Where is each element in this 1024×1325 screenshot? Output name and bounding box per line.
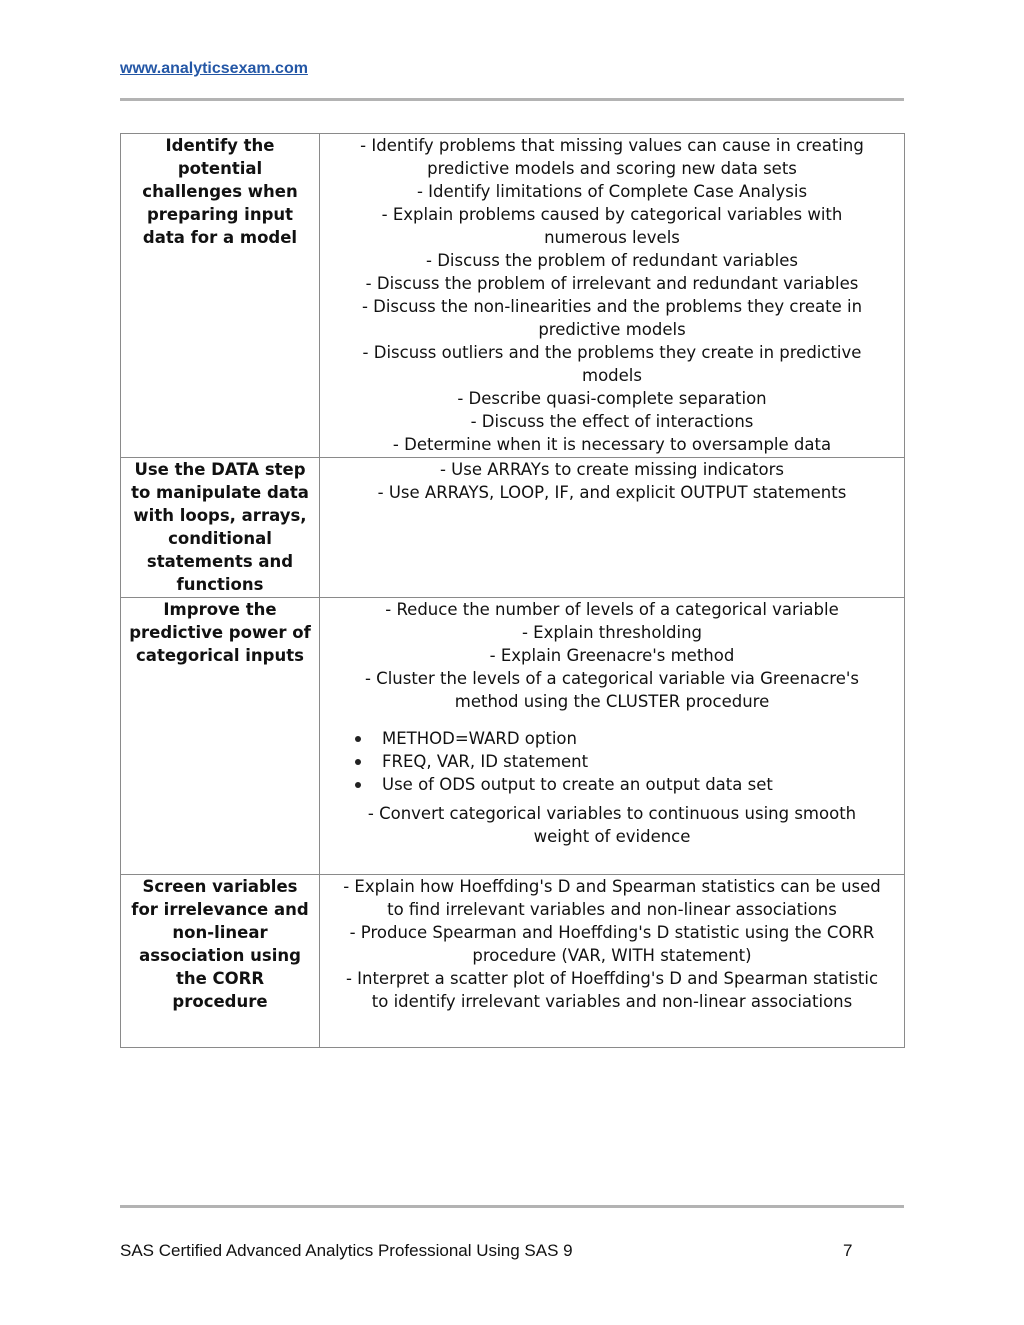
topic-cell xyxy=(121,875,320,1048)
topic-line: the CORR xyxy=(175,969,265,988)
bullet-item: FREQ, VAR, ID statement xyxy=(352,750,902,773)
topic-line: non-linear xyxy=(172,923,268,942)
topic-line: with loops, arrays, xyxy=(133,506,307,525)
topic-cell xyxy=(121,458,320,598)
page-number: 7 xyxy=(843,1241,853,1260)
detail-cell xyxy=(320,598,905,875)
topic-line: association using xyxy=(139,946,301,965)
detail-line: - Explain thresholding xyxy=(521,623,703,642)
detail-line: weight of evidence xyxy=(533,827,691,846)
topic-line: for irrelevance and xyxy=(131,900,309,919)
topic-line: Identify the xyxy=(165,136,275,155)
detail-line: predictive models xyxy=(538,320,686,339)
header-divider xyxy=(120,98,904,101)
detail-line: to find irrelevant variables and non-linear associations xyxy=(387,900,837,919)
topic-line: statements and xyxy=(146,552,294,571)
topic-cell xyxy=(121,598,320,875)
footer-document-title: SAS Certified Advanced Analytics Professional Using SAS 9 xyxy=(120,1241,573,1260)
bullet-list xyxy=(322,727,902,796)
detail-line: - Discuss the non-linearities and the problems they create in xyxy=(361,297,863,316)
table-row xyxy=(121,458,905,598)
detail-line: - Identify limitations of Complete Case Analysis xyxy=(416,182,808,201)
detail-line: predictive models and scoring new data sets xyxy=(427,159,797,178)
header-website-link[interactable]: www.analyticsexam.com xyxy=(120,60,308,77)
footer-divider xyxy=(120,1205,904,1208)
topic-line: conditional xyxy=(168,529,272,548)
topic-line: Use the DATA step xyxy=(134,460,306,479)
topic-line: challenges when xyxy=(142,182,298,201)
topic-line: predictive power of xyxy=(129,623,311,642)
detail-line: - Discuss the effect of interactions xyxy=(470,412,754,431)
detail-line: numerous levels xyxy=(544,228,680,247)
topic-line: Improve the xyxy=(163,600,277,619)
detail-line: - Discuss the problem of redundant variables xyxy=(426,251,798,270)
detail-line: - Discuss the problem of irrelevant and redundant variables xyxy=(365,274,859,293)
detail-line: - Use ARRAYs to create missing indicators xyxy=(439,460,784,479)
detail-line: - Use ARRAYS, LOOP, IF, and explicit OUTPUT statements xyxy=(377,483,847,502)
detail-cell xyxy=(320,875,905,1048)
detail-line: - Identify problems that missing values can cause in creating xyxy=(360,136,864,155)
detail-line: - Interpret a scatter plot of Hoeffding's D and Spearman statistic xyxy=(345,969,879,988)
topic-line: functions xyxy=(176,575,264,594)
bullet-item: Use of ODS output to create an output data set xyxy=(352,773,902,796)
table-row xyxy=(121,598,905,875)
detail-line: procedure (VAR, WITH statement) xyxy=(472,946,752,965)
detail-cell xyxy=(320,458,905,598)
topic-line: Screen variables xyxy=(142,877,298,896)
detail-cell xyxy=(320,134,905,458)
detail-line: - Cluster the levels of a categorical variable via Greenacre's xyxy=(364,669,860,688)
detail-line: - Determine when it is necessary to oversample data xyxy=(392,435,832,454)
topic-line: preparing input xyxy=(146,205,294,224)
detail-line: - Produce Spearman and Hoeffding's D statistic using the CORR xyxy=(349,923,875,942)
detail-line: - Explain problems caused by categorical variables with xyxy=(381,205,843,224)
detail-line: to identify irrelevant variables and non-linear associations xyxy=(371,992,853,1011)
topic-line: procedure xyxy=(172,992,268,1011)
topic-line: to manipulate data xyxy=(131,483,309,502)
detail-line: method using the CLUSTER procedure xyxy=(454,692,770,711)
detail-line: - Describe quasi-complete separation xyxy=(457,389,767,408)
detail-line: - Discuss outliers and the problems they create in predictive xyxy=(362,343,862,362)
topic-cell xyxy=(121,134,320,458)
detail-line: - Explain Greenacre's method xyxy=(489,646,735,665)
detail-line: models xyxy=(582,366,642,385)
table-row xyxy=(121,875,905,1048)
topic-line: data for a model xyxy=(142,228,298,247)
detail-line: - Convert categorical variables to continuous using smooth xyxy=(367,804,857,823)
topic-line: categorical inputs xyxy=(136,646,304,665)
bullet-item: METHOD=WARD option xyxy=(352,727,902,750)
exam-objectives-table xyxy=(120,133,905,1048)
detail-line: - Reduce the number of levels of a categorical variable xyxy=(385,600,839,619)
table-row xyxy=(121,134,905,458)
topic-line: potential xyxy=(177,159,263,178)
detail-line: - Explain how Hoeffding's D and Spearman statistics can be used xyxy=(343,877,881,896)
